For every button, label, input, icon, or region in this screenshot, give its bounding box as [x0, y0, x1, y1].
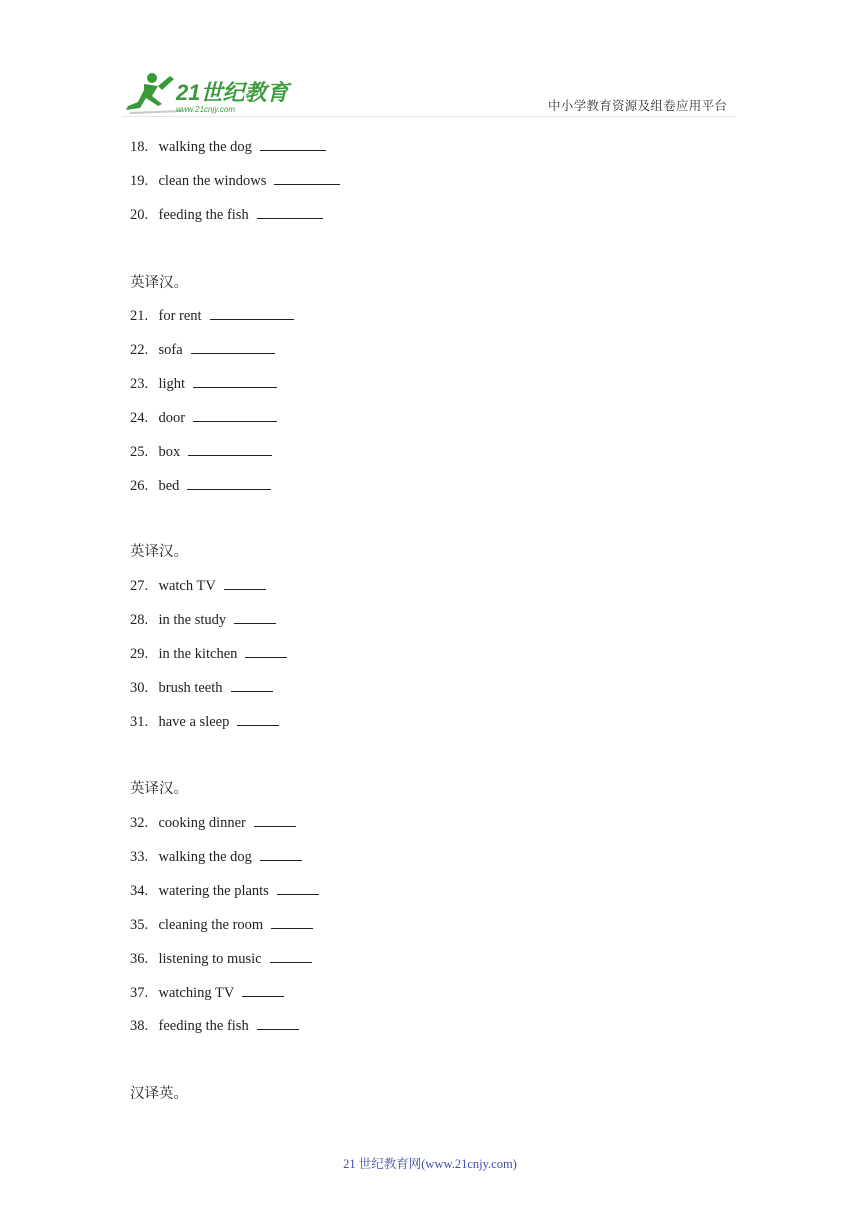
- answer-blank[interactable]: [191, 341, 275, 354]
- answer-blank[interactable]: [187, 477, 271, 490]
- section-heading: 英译汉。: [130, 781, 188, 797]
- item-number: 35: [130, 917, 145, 933]
- item-number: 22: [130, 342, 145, 358]
- item-text: walking the dog: [158, 139, 252, 155]
- item-text: watching TV: [158, 985, 235, 1001]
- item-text: watch TV: [158, 578, 216, 594]
- item-number: 19: [130, 173, 145, 189]
- exercise-item: 23. light: [130, 375, 277, 393]
- item-number: 18: [130, 139, 145, 155]
- exercise-item: 25. box: [130, 443, 272, 461]
- item-text: in the study: [158, 612, 227, 628]
- answer-blank[interactable]: [234, 611, 276, 624]
- answer-blank[interactable]: [270, 950, 312, 963]
- item-text: clean the windows: [158, 173, 267, 189]
- logo-brand-text: 21世纪教育: [176, 80, 289, 105]
- answer-blank[interactable]: [254, 814, 296, 827]
- item-number: 27: [130, 578, 145, 594]
- answer-blank[interactable]: [274, 172, 340, 185]
- item-text: for rent: [158, 308, 202, 324]
- answer-blank[interactable]: [277, 882, 319, 895]
- item-number: 20: [130, 207, 145, 223]
- item-number: 36: [130, 951, 145, 967]
- exercise-item: 32. cooking dinner: [130, 814, 296, 832]
- header-divider: [122, 116, 736, 117]
- answer-blank[interactable]: [257, 206, 323, 219]
- item-text: listening to music: [158, 951, 262, 967]
- item-text: brush teeth: [158, 680, 223, 696]
- logo-url-text: www.21cnjy.com: [176, 105, 235, 114]
- section-heading: 英译汉。: [130, 544, 188, 560]
- platform-label: 中小学教育资源及组卷应用平台: [548, 98, 728, 113]
- answer-blank[interactable]: [210, 307, 294, 320]
- section-heading: 英译汉。: [130, 275, 188, 291]
- answer-blank[interactable]: [193, 375, 277, 388]
- page-footer[interactable]: 21 世纪教育网(www.21cnjy.com): [343, 1157, 517, 1171]
- item-number: 23: [130, 376, 145, 392]
- item-text: cleaning the room: [158, 917, 264, 933]
- exercise-item: 36. listening to music: [130, 950, 312, 968]
- item-number: 31: [130, 714, 145, 730]
- exercise-item: 37. watching TV: [130, 984, 284, 1002]
- answer-blank[interactable]: [231, 679, 273, 692]
- exercise-item: 34. watering the plants: [130, 882, 319, 900]
- exercise-item: 26. bed: [130, 477, 271, 495]
- item-number: 28: [130, 612, 145, 628]
- item-text: have a sleep: [158, 714, 230, 730]
- exercise-item: 21. for rent: [130, 307, 294, 325]
- exercise-item: 33. walking the dog: [130, 848, 302, 866]
- item-number: 33: [130, 849, 145, 865]
- item-text: sofa: [158, 342, 183, 358]
- item-number: 37: [130, 985, 145, 1001]
- item-text: in the kitchen: [158, 646, 238, 662]
- answer-blank[interactable]: [188, 443, 272, 456]
- answer-blank[interactable]: [242, 984, 284, 997]
- item-text: cooking dinner: [158, 815, 246, 831]
- item-number: 38: [130, 1018, 145, 1034]
- item-text: watering the plants: [158, 883, 269, 899]
- item-text: feeding the fish: [158, 207, 249, 223]
- exercise-item: 19. clean the windows: [130, 172, 340, 190]
- exercise-item: 24. door: [130, 409, 277, 427]
- item-number: 32: [130, 815, 145, 831]
- item-text: feeding the fish: [158, 1018, 249, 1034]
- item-number: 34: [130, 883, 145, 899]
- runner-logo-icon: [122, 70, 297, 116]
- exercise-item: 27. watch TV: [130, 577, 266, 595]
- answer-blank[interactable]: [257, 1017, 299, 1030]
- item-text: bed: [158, 478, 180, 494]
- answer-blank[interactable]: [193, 409, 277, 422]
- exercise-item: 30. brush teeth: [130, 679, 273, 697]
- exercise-item: 38. feeding the fish: [130, 1017, 299, 1035]
- item-number: 24: [130, 410, 145, 426]
- item-text: box: [158, 444, 181, 460]
- exercise-item: 20. feeding the fish: [130, 206, 323, 224]
- answer-blank[interactable]: [245, 645, 287, 658]
- exercise-item: 18. walking the dog: [130, 138, 326, 156]
- section-heading: 汉译英。: [130, 1086, 188, 1102]
- site-logo: [122, 70, 297, 116]
- item-number: 25: [130, 444, 145, 460]
- exercise-item: 28. in the study: [130, 611, 276, 629]
- exercise-item: 31. have a sleep: [130, 713, 279, 731]
- answer-blank[interactable]: [260, 848, 302, 861]
- item-text: door: [158, 410, 186, 426]
- item-number: 29: [130, 646, 145, 662]
- item-number: 21: [130, 308, 145, 324]
- answer-blank[interactable]: [260, 138, 326, 151]
- answer-blank[interactable]: [237, 713, 279, 726]
- answer-blank[interactable]: [271, 916, 313, 929]
- item-text: light: [158, 376, 186, 392]
- item-number: 26: [130, 478, 145, 494]
- exercise-item: 22. sofa: [130, 341, 275, 359]
- item-number: 30: [130, 680, 145, 696]
- exercise-item: 35. cleaning the room: [130, 916, 313, 934]
- item-text: walking the dog: [158, 849, 252, 865]
- exercise-item: 29. in the kitchen: [130, 645, 287, 663]
- answer-blank[interactable]: [224, 577, 266, 590]
